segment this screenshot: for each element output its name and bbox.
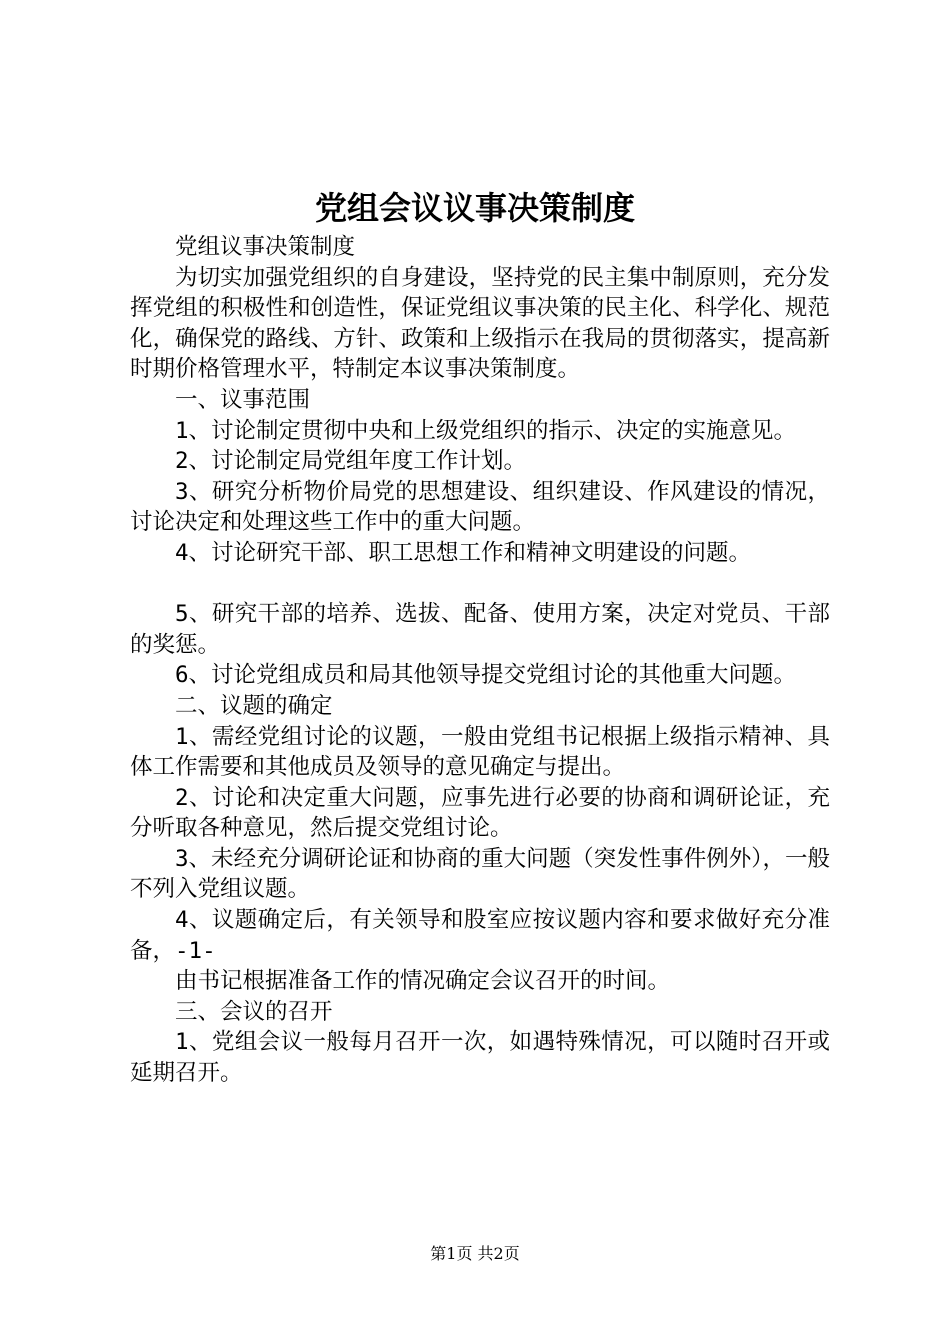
section-heading: 一、议事范围: [175, 386, 311, 413]
paragraph: 党组议事决策制度: [175, 234, 356, 260]
paragraph: 4、议题确定后，有关领导和股室应按议题内容和要求做好充分准备，-1-: [130, 907, 830, 964]
section-heading: 二、议题的确定: [175, 692, 333, 719]
blank-line: [130, 569, 830, 600]
paragraph: 2、讨论和决定重大问题，应事先进行必要的协商和调研论证，充分听取各种意见，然后提交党组讨论。: [130, 784, 830, 842]
paragraph: 6、讨论党组成员和局其他领导提交党组讨论的其他重大问题。: [175, 662, 797, 689]
paragraph: 5、研究干部的培养、选拔、配备、使用方案，决定对党员、干部的奖惩。: [130, 601, 830, 658]
paragraph: 3、研究分析物价局党的思想建设、组织建设、作风建设的情况，讨论决定和处理这些工作中的重大问题。: [130, 478, 830, 536]
paragraph: 1、党组会议一般每月召开一次，如遇特殊情况，可以随时召开或延期召开。: [130, 1029, 830, 1087]
paragraph: 为切实加强党组织的自身建设，坚持党的民主集中制原则，充分发挥党组的积极性和创造性，保证党组议事决策的民主化、科学化、规范化，确保党的路线、方针、政策和上级指示在我局的贯彻落实，提高新时期价格管理水平，特制定本议事决策制度。: [130, 264, 830, 383]
document-body: [130, 232, 830, 1089]
paragraph: 1、需经党组讨论的议题，一般由党组书记根据上级指示精神、具体工作需要和其他成员及领导的意见确定与提出。: [130, 723, 830, 781]
paragraph: 4、讨论研究干部、职工思想工作和精神文明建设的问题。: [175, 539, 752, 566]
paragraph: 3、未经充分调研论证和协商的重大问题（突发性事件例外），一般不列入党组议题。: [130, 845, 830, 903]
document-title: 党组会议议事决策制度: [314, 189, 635, 227]
paragraph: 2、讨论制定局党组年度工作计划。: [175, 448, 527, 475]
section-heading: 三、会议的召开: [175, 998, 333, 1025]
paragraph: 1、讨论制定贯彻中央和上级党组织的指示、决定的实施意见。: [175, 417, 797, 444]
page-footer: 第1页 共2页: [430, 1244, 520, 1263]
paragraph: 由书记根据准备工作的情况确定会议召开的时间。: [175, 968, 671, 995]
